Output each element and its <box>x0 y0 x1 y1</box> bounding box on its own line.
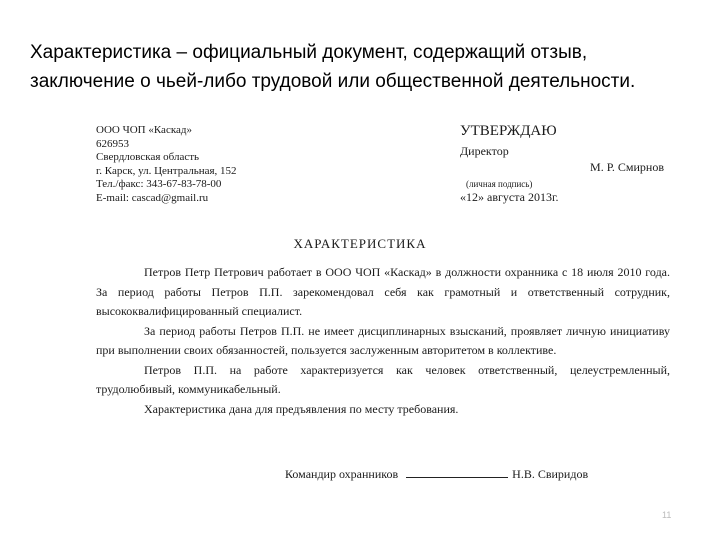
intro-term: Характеристика <box>30 42 172 63</box>
approval-block <box>460 122 670 204</box>
body-paragraph: Петров Петр Петрович работает в ООО ЧОП «Каскад» в должности охранника с 18 июля 2010 года. За период работы Петров П.П. зарекомендовал себя как грамотный и ответственный сотрудник, высококвалифицированный специалист. <box>96 265 670 318</box>
org-line: г. Карск, ул. Центральная, 152 <box>96 164 237 177</box>
organization-block <box>96 124 237 205</box>
body-paragraph: Характеристика дана для предъявления по месту требования. <box>144 401 459 416</box>
page-number: 11 <box>662 510 672 520</box>
signature-underline <box>406 467 508 478</box>
body-paragraph: Петров П.П. на работе характеризуется как человек ответственный, целеустремленный, трудолюбивый, коммуникабельный. <box>96 362 670 396</box>
approval-date: «12» августа 2013г. <box>460 190 559 204</box>
org-line: Тел./факс: 343-67-83-78-00 <box>96 178 222 190</box>
signature-line <box>285 466 685 482</box>
signature-note: (личная подпись) <box>466 179 533 189</box>
signer-position: Командир охранников <box>285 467 399 481</box>
org-line: ООО ЧОП «Каскад» <box>96 124 192 136</box>
intro-definition <box>30 38 695 96</box>
intro-definition-text: – официальный документ, содержащий отзыв, заключение о чьей-либо трудовой или общественной деятельности. <box>30 42 636 92</box>
approval-position: Директор <box>460 144 509 158</box>
org-line: E-mail: cascad@gmail.ru <box>96 191 209 204</box>
document-title: ХАРАКТЕРИСТИКА <box>293 236 427 251</box>
body-paragraph: За период работы Петров П.П. не имеет дисциплинарных взысканий, проявляет личную инициативу при выполнении своих обязанностей, пользуется заслуженным авторитетом в коллективе. <box>96 323 670 357</box>
approval-name: М. Р. Смирнов <box>590 160 664 174</box>
approval-heading: УТВЕРЖДАЮ <box>460 123 557 139</box>
org-line: 626953 <box>96 137 129 150</box>
signer-name: Н.В. Свиридов <box>512 467 589 481</box>
document-body <box>96 263 670 419</box>
org-line: Свердловская область <box>96 151 200 163</box>
